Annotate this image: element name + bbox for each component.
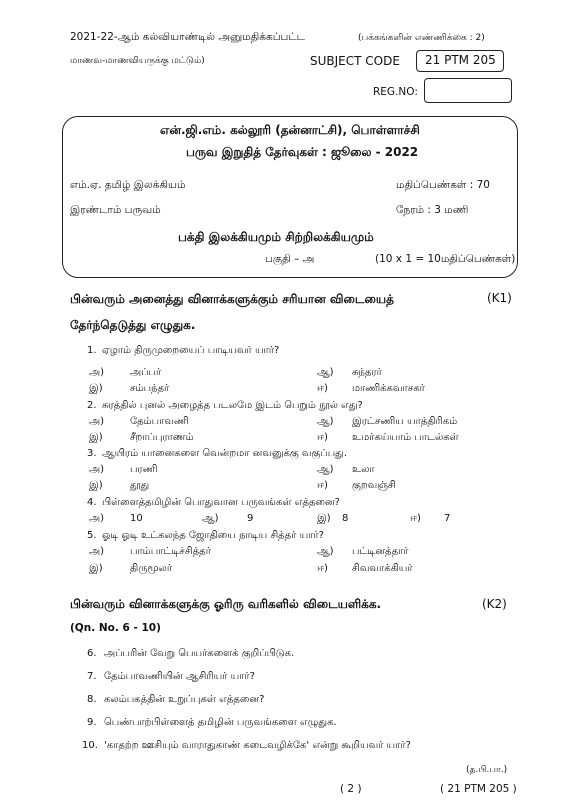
page-count-note: (பக்கங்களின் எண்ணிக்கை : 2) — [358, 33, 485, 43]
option-label: அ) — [89, 367, 105, 378]
page-number: ( 2 ) — [340, 783, 362, 795]
please-turn-over: (த.பி.பா.) — [466, 765, 508, 775]
option-label: ஆ) — [202, 513, 219, 524]
option-label: அ) — [89, 546, 105, 557]
option-label: ஆ) — [317, 367, 334, 378]
option-text: இரட்சணிய யாத்திரிகம் — [352, 416, 458, 427]
question-text: ஆயிரம் யானைகளை வென்றமா னவனுக்கு வகுப்பது. — [102, 448, 348, 459]
footer-subject-code: ( 21 PTM 205 ) — [440, 783, 517, 795]
question-text: தேம்பாவணியின் ஆசிரியர் யார்? — [104, 671, 255, 682]
question-number: 8. — [87, 694, 97, 705]
option-label: ஆ) — [317, 546, 334, 557]
option-label: அ) — [89, 513, 105, 524]
option-text: சுந்தரர் — [352, 367, 382, 378]
subject-code-box — [416, 50, 504, 72]
option-text: 10 — [130, 513, 143, 524]
option-text: சம்பந்தர் — [130, 383, 170, 394]
option-label: இ) — [89, 563, 103, 574]
question-number: 10. — [82, 740, 98, 751]
option-text: உமர்கய்யாம் பாடல்கள் — [352, 432, 459, 443]
section-b-instruction: பின்வரும் வினாக்களுக்கு ஓரிரு வரிகளில் விடையளிக்க. — [70, 597, 382, 611]
option-text: பாம்பாட்டிச்சித்தர் — [130, 546, 211, 557]
option-label: இ) — [89, 480, 103, 491]
section-a-label: பகுதி – அ — [265, 253, 315, 265]
section-b-range: (Qn. No. 6 - 10) — [70, 622, 161, 634]
section-a-instruction-line1: பின்வரும் அனைத்து வினாக்களுக்கும் சரியான விடையைத் — [70, 292, 394, 306]
college-name: என்.ஜி.எம். கல்லூரி (தன்னாட்சி), பொள்ளாச்சி — [160, 123, 420, 137]
exam-session: பருவ இறுதித் தேர்வுகள் : ஜூலை - 2022 — [186, 145, 419, 159]
option-text: குறவஞ்சி — [352, 480, 396, 491]
option-label: ஈ) — [317, 480, 328, 491]
option-label: ஆ) — [317, 464, 334, 475]
question-number: 9. — [87, 717, 97, 728]
option-label: ஈ) — [317, 563, 328, 574]
reg-no-label: REG.NO: — [373, 86, 418, 98]
option-label: அ) — [89, 464, 105, 475]
option-text: 8 — [342, 513, 349, 524]
question-text: கலம்பகத்தின் உறுப்புகள் எத்தனை? — [104, 694, 265, 705]
option-text: திருமூலர் — [130, 563, 173, 574]
question-number: 7. — [87, 671, 97, 682]
option-text: அப்பர் — [130, 367, 162, 378]
students-only-note: மாணவ-மாணவியருக்கு மட்டும்) — [70, 56, 205, 66]
question-text: ஏழாம் திருமுறையைப் பாடியவர் யார்? — [102, 345, 280, 356]
option-label: இ) — [89, 432, 103, 443]
question-number: 5. — [87, 530, 97, 541]
question-number: 1. — [87, 345, 97, 356]
option-label: ஈ) — [317, 432, 328, 443]
question-text: பெண்பாற்பிள்ளைத் தமிழின் பருவங்களை எழுதுக. — [104, 717, 337, 728]
option-text: 7 — [444, 513, 451, 524]
option-label: இ) — [317, 513, 331, 524]
question-text: ஓடி ஓடி உட்கலந்த ஜோதியை நாடிய சித்தர் யார்? — [102, 530, 324, 541]
course-name: எம்.ஏ. தமிழ் இலக்கியம் — [70, 179, 186, 191]
option-label: ஈ) — [317, 383, 328, 394]
max-marks: மதிப்பெண்கள் : 70 — [396, 179, 490, 191]
section-a-level: (K1) — [487, 291, 512, 305]
question-number: 6. — [87, 648, 97, 659]
option-text: தூது — [130, 480, 150, 491]
subject-code-label: SUBJECT CODE — [310, 54, 400, 68]
question-number: 2. — [87, 400, 97, 411]
option-text: உலா — [352, 464, 375, 475]
option-label: ஈ) — [410, 513, 421, 524]
academic-year-note: 2021-22-ஆம் கல்வியாண்டில் அனுமதிக்கப்பட்ட — [70, 31, 306, 43]
option-label: ஆ) — [317, 416, 334, 427]
option-text: 9 — [247, 513, 254, 524]
option-text: பரணி — [130, 464, 158, 475]
subject-code-value: 21 PTM 205 — [425, 53, 496, 67]
question-number: 4. — [87, 497, 97, 508]
section-a-marks: (10 x 1 = 10மதிப்பெண்கள்) — [375, 253, 516, 265]
paper-title: பக்தி இலக்கியமும் சிற்றிலக்கியமும் — [178, 230, 374, 244]
option-text: தேம்பாவணி — [130, 416, 189, 427]
option-text: சீறாப்புராணம் — [130, 432, 194, 443]
question-text: பிள்ளைத்தமிழின் பொதுவான பருவங்கள் எத்தனை? — [102, 497, 340, 508]
option-text: சிவவாக்கியர் — [352, 563, 413, 574]
question-text: சுரத்தில் புனல் அழைத்த படலமே இடம் பெறும் நூல் எது? — [102, 400, 363, 411]
question-text: 'காதற்ற ஊசியும் வாராதுகாண் கடைவழிக்கே' என்று கூறியவர் யார்? — [104, 740, 411, 751]
option-text: பட்டினத்தார் — [352, 546, 409, 557]
question-text: அப்பரின் வேறு பெயர்களைக் குறிப்பிடுக. — [104, 648, 295, 659]
section-a-instruction-line2: தேர்ந்தெடுத்து எழுதுக. — [70, 318, 196, 332]
semester: இரண்டாம் பருவம் — [70, 204, 161, 216]
question-number: 3. — [87, 448, 97, 459]
reg-no-field[interactable] — [424, 78, 512, 103]
section-b-level: (K2) — [482, 597, 507, 611]
option-label: அ) — [89, 416, 105, 427]
duration: நேரம் : 3 மணி — [396, 204, 469, 216]
option-text: மாணிக்கவாசகர் — [352, 383, 425, 394]
option-label: இ) — [89, 383, 103, 394]
